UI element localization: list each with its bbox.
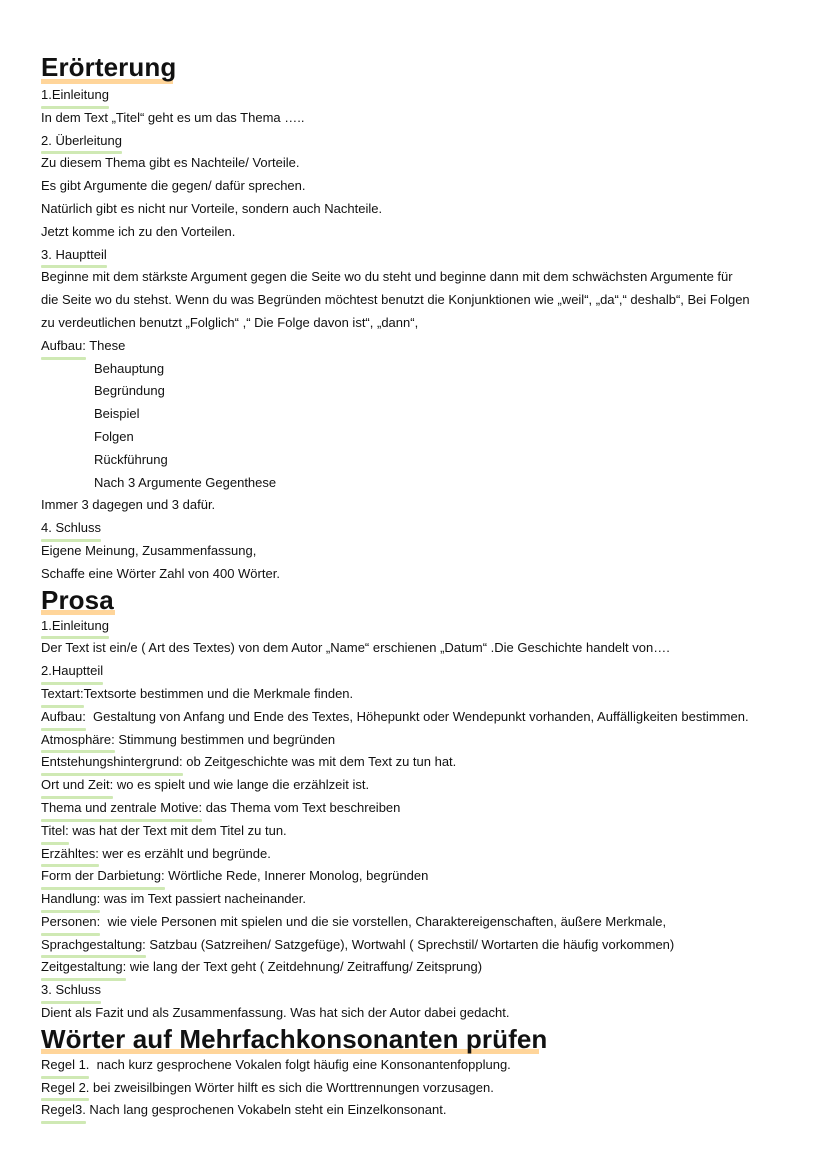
woerter-heading-wrap bbox=[41, 1025, 801, 1054]
immer-line: Immer 3 dagegen und 3 dafür. bbox=[41, 497, 216, 513]
prosa-item-text: Satzbau (Satzreihen/ Satzgefüge), Wortwahl ( Sprechstil/ Wortarten die häufig vorkommen) bbox=[145, 936, 675, 952]
eroerterung-heading-wrap bbox=[41, 52, 801, 84]
prosa-item-text: das Thema vom Text beschreiben bbox=[202, 799, 401, 815]
prosa-item-label: Entstehungshintergrund: bbox=[41, 751, 183, 774]
prosa-item-label: Aufbau: bbox=[41, 706, 86, 729]
prosa-schluss-head: 3. Schluss bbox=[41, 979, 101, 1002]
eroerterung-schluss-head: 4. Schluss bbox=[41, 517, 101, 540]
rule-line bbox=[41, 1077, 801, 1100]
prosa-item bbox=[41, 751, 801, 774]
prosa-item-text: Wörtliche Rede, Innerer Monolog, begründen bbox=[164, 868, 429, 884]
prosa-title: Prosa bbox=[41, 584, 114, 615]
prosa-item-text: Textsorte bestimmen und die Merkmale finden. bbox=[83, 685, 354, 701]
section-woerter bbox=[41, 1025, 801, 1122]
rule-line bbox=[41, 1054, 801, 1077]
ueberleitung-line: Zu diesem Thema gibt es Nachteile/ Vorteile. bbox=[41, 155, 300, 171]
eroerterung-einleitung-text: In dem Text „Titel“ geht es um das Thema ….. bbox=[41, 109, 305, 125]
prosa-item bbox=[41, 888, 801, 911]
prosa-item-text: Stimmung bestimmen und begründen bbox=[114, 731, 336, 747]
prosa-item bbox=[41, 797, 801, 820]
schluss-line: Eigene Meinung, Zusammenfassung, bbox=[41, 542, 257, 558]
prosa-item bbox=[41, 729, 801, 752]
prosa-item-label: Handlung: bbox=[41, 888, 100, 911]
prosa-item-label: Textart: bbox=[41, 683, 84, 706]
prosa-einleitung-head: 1.Einleitung bbox=[41, 615, 109, 638]
aufbau-label: Aufbau: bbox=[41, 335, 86, 358]
prosa-item-text: wo es spielt und wie lange die erzählzeit ist. bbox=[113, 777, 370, 793]
prosa-item bbox=[41, 706, 801, 729]
document-content bbox=[41, 52, 801, 1122]
rule-label: Regel3. bbox=[41, 1099, 86, 1122]
hauptteil-line: die Seite wo du stehst. Wenn du was Begründen möchtest benutzt die Konjunktionen wie „weil“, „da“,“ deshalb“, Bei Folgen bbox=[41, 292, 750, 308]
aufbau-first: These bbox=[85, 337, 126, 353]
prosa-item bbox=[41, 865, 801, 888]
prosa-item bbox=[41, 934, 801, 957]
eroerterung-hauptteil-head: 3. Hauptteil bbox=[41, 244, 107, 267]
prosa-item bbox=[41, 911, 801, 934]
prosa-item-label: Titel: bbox=[41, 820, 69, 843]
ueberleitung-line: Natürlich gibt es nicht nur Vorteile, sondern auch Nachteile. bbox=[41, 200, 383, 216]
prosa-item-text: Gestaltung von Anfang und Ende des Textes, Höhepunkt oder Wendepunkt vorhanden, Auffälligkeiten bestimmen. bbox=[85, 708, 749, 724]
aufbau-line bbox=[41, 335, 801, 358]
rule-text: nach kurz gesprochene Vokalen folgt häufig eine Konsonantenfopplung. bbox=[89, 1056, 511, 1072]
prosa-einleitung-text: Der Text ist ein/e ( Art des Textes) von dem Autor „Name“ erschienen „Datum“ .Die Geschichte handelt von…. bbox=[41, 640, 670, 656]
prosa-item bbox=[41, 820, 801, 843]
prosa-item-label: Erzähltes: bbox=[41, 843, 99, 866]
prosa-item-label: Thema und zentrale Motive: bbox=[41, 797, 202, 820]
aufbau-item: Rückführung bbox=[94, 451, 168, 467]
schluss-line: Schaffe eine Wörter Zahl von 400 Wörter. bbox=[41, 565, 280, 581]
prosa-item-text: wer es erzählt und begründe. bbox=[98, 845, 271, 861]
aufbau-item: Nach 3 Argumente Gegenthese bbox=[94, 474, 277, 490]
prosa-item-label: Sprachgestaltung: bbox=[41, 934, 146, 957]
rule-text: Nach lang gesprochenen Vokabeln steht ein Einzelkonsonant. bbox=[85, 1102, 447, 1118]
prosa-item-text: was hat der Text mit dem Titel zu tun. bbox=[68, 822, 287, 838]
section-eroerterung bbox=[41, 52, 801, 586]
prosa-item-label: Zeitgestaltung: bbox=[41, 956, 126, 979]
prosa-schluss-text: Dient als Fazit und als Zusammenfassung. Was hat sich der Autor dabei gedacht. bbox=[41, 1005, 510, 1021]
rule-label: Regel 1. bbox=[41, 1054, 89, 1077]
prosa-item bbox=[41, 683, 801, 706]
woerter-title: Wörter auf Mehrfachkonsonanten prüfen bbox=[41, 1023, 548, 1054]
prosa-item-text: was im Text passiert nacheinander. bbox=[100, 891, 306, 907]
eroerterung-ueberleitung-head: 2. Überleitung bbox=[41, 130, 122, 153]
eroerterung-einleitung-head: 1.Einleitung bbox=[41, 84, 109, 107]
aufbau-item: Beispiel bbox=[94, 406, 140, 422]
rule-line bbox=[41, 1099, 801, 1122]
prosa-heading-wrap bbox=[41, 586, 801, 615]
prosa-item-label: Personen: bbox=[41, 911, 100, 934]
ueberleitung-line: Jetzt komme ich zu den Vorteilen. bbox=[41, 223, 236, 239]
ueberleitung-line: Es gibt Argumente die gegen/ dafür sprechen. bbox=[41, 178, 306, 194]
prosa-item-label: Atmosphäre: bbox=[41, 729, 115, 752]
prosa-item-label: Ort und Zeit: bbox=[41, 774, 113, 797]
section-prosa bbox=[41, 586, 801, 1025]
prosa-item-text: wie lang der Text geht ( Zeitdehnung/ Zeitraffung/ Zeitsprung) bbox=[126, 959, 483, 975]
prosa-item-label: Form der Darbietung: bbox=[41, 865, 165, 888]
aufbau-item: Folgen bbox=[94, 428, 134, 444]
hauptteil-line: Beginne mit dem stärkste Argument gegen die Seite wo du steht und beginne dann mit dem schwächsten Argumente für bbox=[41, 269, 733, 285]
aufbau-item: Behauptung bbox=[94, 360, 165, 376]
rule-text: bei zweisilbingen Wörter hilft es sich die Worttrennungen vorzusagen. bbox=[89, 1079, 494, 1095]
prosa-item-text: ob Zeitgeschichte was mit dem Text zu tun hat. bbox=[182, 754, 457, 770]
prosa-hauptteil-head: 2.Hauptteil bbox=[41, 660, 103, 683]
prosa-item bbox=[41, 774, 801, 797]
eroerterung-title: Erörterung bbox=[41, 52, 177, 82]
rule-label: Regel 2. bbox=[41, 1077, 89, 1100]
hauptteil-line: zu verdeutlichen benutzt „Folglich“ ,“ Die Folge davon ist“, „dann“, bbox=[41, 314, 419, 330]
prosa-item-text: wie viele Personen mit spielen und die sie vorstellen, Charaktereigenschaften, äußere Merkmale, bbox=[100, 913, 667, 929]
prosa-item bbox=[41, 956, 801, 979]
prosa-item bbox=[41, 843, 801, 866]
aufbau-item: Begründung bbox=[94, 383, 165, 399]
